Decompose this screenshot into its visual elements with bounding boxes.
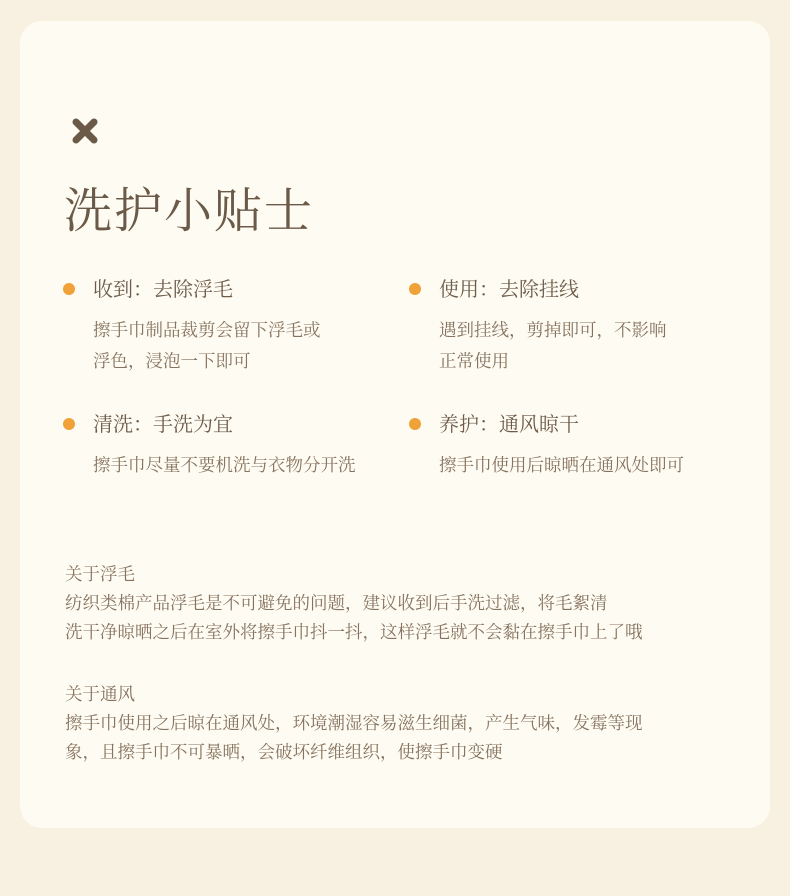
note-ventilation: [65, 681, 643, 768]
note-line: 象，且擦手巾不可暴晒，会破坏纤维组织，使擦手巾变硬: [65, 743, 503, 763]
bullet-dot-icon: [409, 418, 421, 430]
bullet-dot-icon: [63, 283, 75, 295]
note-line: 擦手巾使用之后晾在通风处，环境潮湿容易滋生细菌，产生气味，发霉等现: [65, 714, 643, 734]
tip-body: [439, 451, 684, 482]
tip-line: 擦手巾使用后晾晒在通风处即可: [439, 456, 684, 476]
tip-body: [93, 451, 356, 482]
tip-heading: 清洗：手洗为宜: [93, 412, 233, 436]
tip-line: 浮色，浸泡一下即可: [93, 352, 251, 372]
note-heading: 关于浮毛: [65, 565, 135, 585]
tip-line: 擦手巾制品裁剪会留下浮毛或: [93, 321, 321, 341]
note-line: 洗干净晾晒之后在室外将擦手巾抖一抖，这样浮毛就不会黏在擦手巾上了哦: [65, 623, 643, 643]
tip-line: 正常使用: [439, 352, 509, 372]
bullet-dot-icon: [63, 418, 75, 430]
tip-body: [439, 316, 667, 378]
tip-heading: 养护：通风晾干: [439, 412, 579, 436]
tip-line: 擦手巾尽量不要机洗与衣物分开洗: [93, 456, 356, 476]
tip-body: [93, 316, 321, 378]
cross-mark-icon: [70, 116, 100, 146]
tip-line: 遇到挂线，剪掉即可，不影响: [439, 321, 667, 341]
tip-heading: 使用：去除挂线: [439, 277, 579, 301]
note-heading: 关于通风: [65, 685, 135, 705]
note-line: 纺织类棉产品浮毛是不可避免的问题，建议收到后手洗过滤，将毛絮清: [65, 594, 608, 614]
bullet-dot-icon: [409, 283, 421, 295]
note-lint: [65, 561, 643, 648]
tip-heading: 收到：去除浮毛: [93, 277, 233, 301]
page-title: 洗护小贴士: [64, 183, 315, 239]
